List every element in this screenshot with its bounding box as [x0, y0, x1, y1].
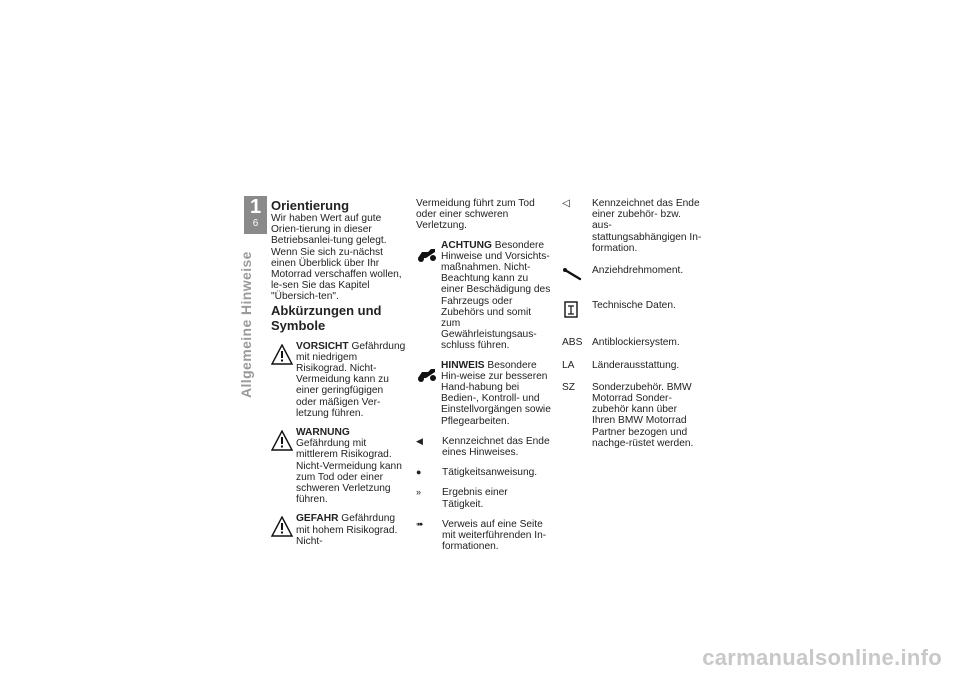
warning-triangle-icon — [271, 344, 293, 366]
symbol-row-torque — [562, 265, 702, 286]
warning-triangle-icon — [271, 430, 293, 452]
symbol-row-reference — [416, 519, 551, 553]
abbreviation-text: Antiblockiersystem. — [592, 337, 680, 349]
symbol-row-end-note — [416, 436, 551, 458]
abbreviation-row-abs — [562, 337, 702, 348]
hinweis-text: Besondere Hin-weise zur besseren Hand-habung bei Bedien-, Kontroll- und Einstellvorgängen sowie Pflegearbeiten. — [441, 359, 551, 427]
motorcycle-icon — [416, 363, 438, 385]
symbol-row-accessory-end — [562, 198, 702, 254]
abbreviation: LA — [562, 359, 575, 371]
abbreviation-text: Länderausstattung. — [592, 359, 680, 371]
chapter-number: 1 — [249, 196, 262, 218]
accessory-end-text: Kennzeichnet das Ende einer zubehör- bzw. aus-stattungsabhängigen In-formation. — [592, 198, 702, 254]
notice-hinweis — [416, 360, 551, 427]
vorsicht-label: VORSICHT — [296, 340, 349, 352]
notice-vorsicht — [271, 341, 406, 419]
symbol-row-result — [416, 487, 551, 509]
end-triangle-icon: ◀ — [416, 435, 423, 446]
end-triangle-outline-icon: ◁ — [562, 198, 570, 209]
gefahr-label: GEFAHR — [296, 513, 339, 525]
abbreviation: ABS — [562, 337, 583, 349]
tech-data-text: Technische Daten. — [592, 300, 676, 312]
column-1 — [271, 198, 406, 547]
heading-abkuerzungen: Abkürzungen und Symbole — [271, 302, 382, 333]
symbol-text: Verweis auf eine Seite mit weiterführenden In-formationen. — [442, 518, 547, 553]
abbreviation-row-sz — [562, 382, 702, 449]
abbreviation-text: Sonderzubehör. BMW Motorrad Sonder-zubehör kann über Ihren BMW Motorrad Partner bezogen und nachge-rüstet werden. — [592, 381, 694, 449]
page-number: 6 — [252, 218, 259, 229]
torque-text: Anziehdrehmoment. — [592, 265, 684, 277]
notice-gefahr — [271, 513, 406, 547]
symbol-row-action — [416, 467, 551, 478]
symbol-text: Tätigkeitsanweisung. — [442, 467, 538, 479]
arrow-right-icon: ➠ — [416, 518, 424, 529]
warnung-label: WARNUNG — [296, 427, 350, 439]
warnung-text: Gefährdung mit mittlerem Risikograd. Nicht-Vermeidung kann zum Tod oder einer schweren Verletzung führen. — [296, 438, 402, 506]
watermark: carmanualsonline.info — [702, 645, 942, 670]
gefahr-text: Gefährdung mit hohem Risikograd. Nicht- — [296, 513, 398, 547]
intro-text: Wir haben Wert auf gute Orien-tierung in dieser Betriebsanlei-tung gelegt. Wenn Sie sich zu-nächst einen Überblick über Ihr Motorrad verschaffen wollen, le-sen Sie das Kapitel "Übersich-ten". — [271, 213, 402, 303]
result-icon: » — [416, 487, 422, 498]
abbreviation-row-la — [562, 360, 702, 371]
achtung-label: ACHTUNG — [441, 239, 492, 251]
achtung-text: Besondere Hinweise und Vorsichts-maßnahmen. Nicht-Beachtung kann zu einer Beschädigung des Fahrzeugs oder Zubehörs und somit zum Gewährleistungsaus-schluss führen. — [441, 239, 551, 352]
symbol-row-tech-data — [562, 300, 702, 323]
column-3 — [562, 198, 702, 449]
gefahr-continuation: Vermeidung führt zum Tod oder einer schweren Verletzung. — [416, 198, 535, 232]
symbol-text: Kennzeichnet das Ende eines Hinweises. — [442, 435, 550, 459]
heading-orientierung: Orientierung — [271, 198, 350, 213]
motorcycle-icon — [416, 243, 438, 265]
vorsicht-text: Gefährdung mit niedrigem Risikograd. Nicht-Vermeidung kann zu einer geringfügigen oder mäßigen Ver-letzung führen. — [296, 340, 406, 419]
symbol-text: Ergebnis einer Tätigkeit. — [442, 487, 508, 510]
notice-achtung — [416, 240, 551, 352]
hinweis-label: HINWEIS — [441, 359, 485, 371]
chapter-title: Allgemeine Hinweise — [238, 251, 254, 398]
abbreviation: SZ — [562, 381, 576, 393]
torque-wrench-icon — [562, 265, 584, 283]
bullet-icon: ● — [416, 467, 422, 478]
notice-warnung — [271, 427, 406, 505]
column-2 — [416, 198, 551, 552]
warning-triangle-icon — [271, 516, 293, 538]
technical-data-icon — [562, 300, 580, 320]
